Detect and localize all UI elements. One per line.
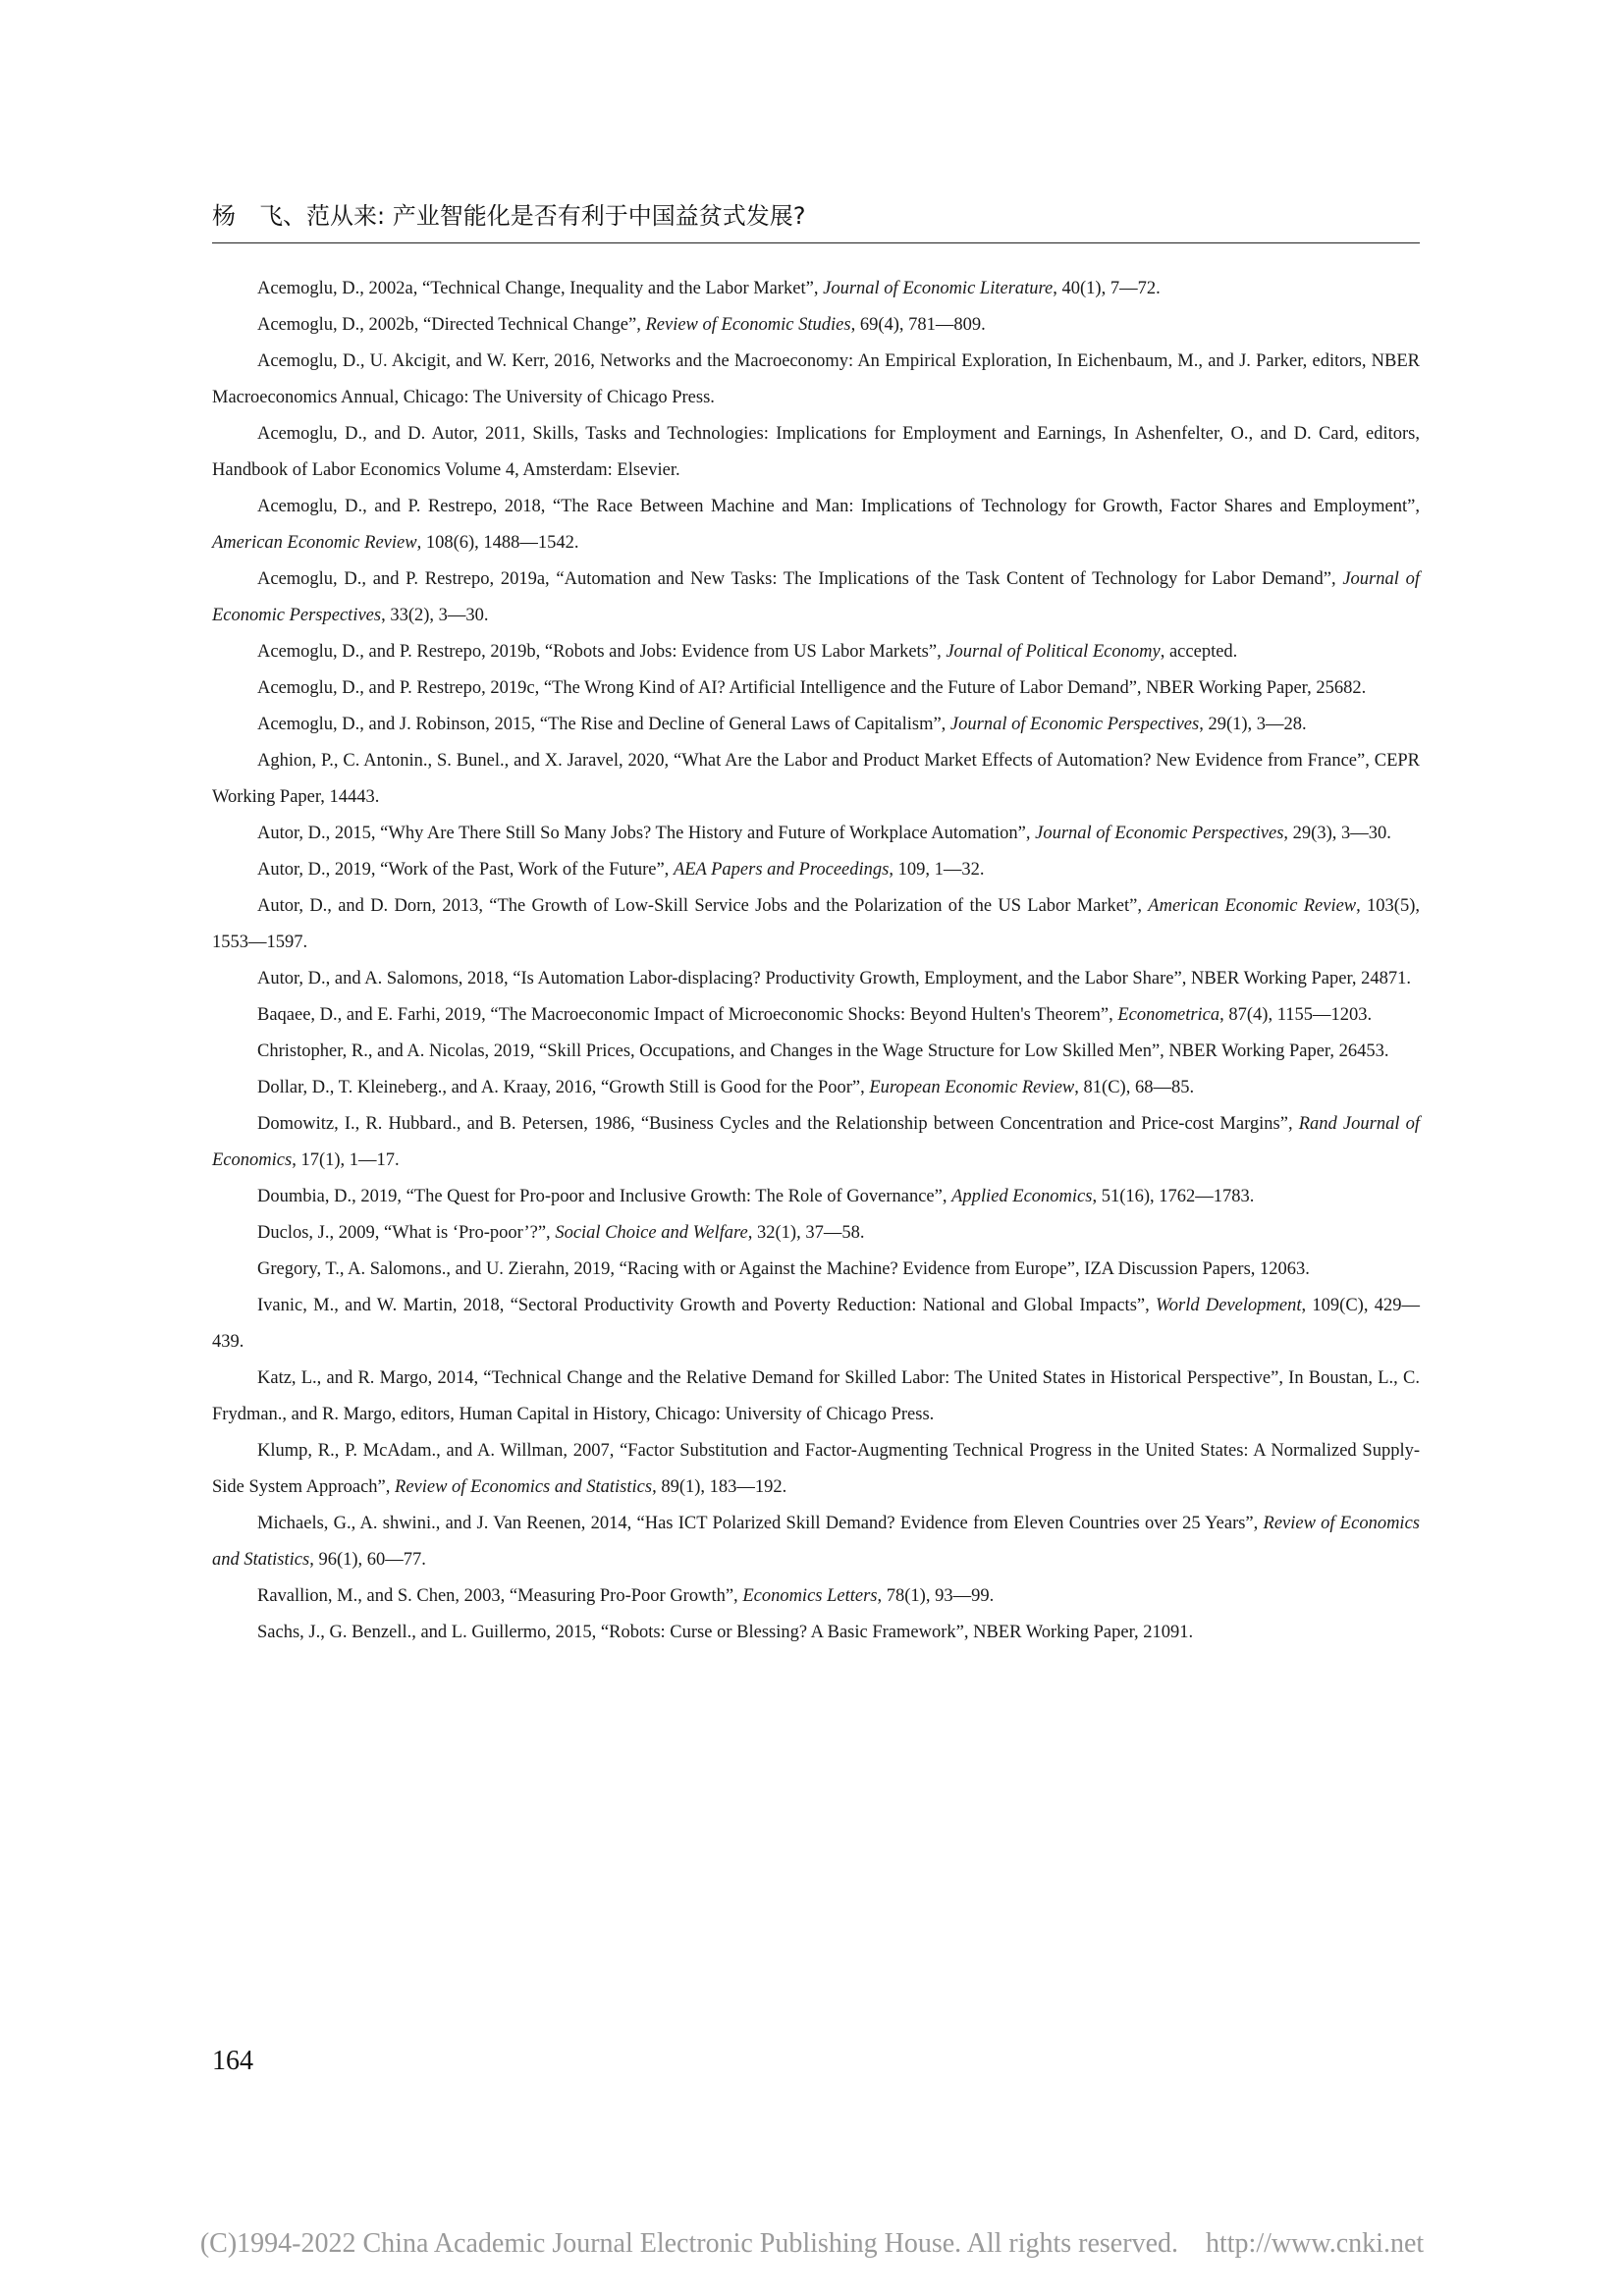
reference-source: Journal of Economic Perspectives: [949, 715, 1200, 734]
reference-details: , 51(16), 1762—1783.: [1092, 1187, 1255, 1206]
reference-entry: [212, 852, 1420, 888]
reference-text: Acemoglu, D., 2002a, “Technical Change, Inequality and the Labor Market”,: [257, 279, 824, 298]
reference-details: , 33(2), 3—30.: [381, 606, 489, 625]
reference-source: Econometrica: [1117, 1005, 1220, 1025]
reference-entry: [212, 1433, 1420, 1506]
reference-entry: [212, 634, 1420, 670]
reference-entry: [212, 997, 1420, 1034]
reference-details: , 17(1), 1—17.: [292, 1150, 400, 1170]
reference-entry: [212, 888, 1420, 961]
reference-text: Acemoglu, D., and P. Restrepo, 2019c, “The Wrong Kind of AI? Artificial Intelligence and the Future of Labor Demand”, NBER Working Paper, 25682.: [257, 678, 1367, 698]
reference-source: Social Choice and Welfare: [555, 1223, 748, 1243]
reference-details: , 103(5), 1553—1597.: [212, 896, 1421, 952]
reference-entry: [212, 1506, 1420, 1578]
reference-text: Sachs, J., G. Benzell., and L. Guillermo, 2015, “Robots: Curse or Blessing? A Basic Framework”, NBER Working Paper, 21091.: [257, 1623, 1194, 1642]
reference-source: Journal of Economic Literature: [823, 279, 1054, 298]
reference-text: Michaels, G., A. shwini., and J. Van Reenen, 2014, “Has ICT Polarized Skill Demand? Evidence from Eleven Countries over 25 Years”,: [257, 1514, 1264, 1533]
reference-source: Review of Economics and Statistics: [212, 1514, 1420, 1570]
reference-entry: [212, 1578, 1420, 1615]
reference-text: Aghion, P., C. Antonin., S. Bunel., and X. Jaravel, 2020, “What Are the Labor and Product Market Effects of Automation? New Evidence from France”, CEPR Working Paper, 14443.: [212, 751, 1420, 807]
reference-entry: [212, 1252, 1420, 1288]
reference-entry: [212, 707, 1420, 743]
reference-text: Christopher, R., and A. Nicolas, 2019, “Skill Prices, Occupations, and Changes in the Wage Structure for Low Skilled Men”, NBER Working Paper, 26453.: [257, 1041, 1389, 1061]
reference-list: [212, 271, 1420, 1651]
reference-text: Ravallion, M., and S. Chen, 2003, “Measuring Pro-Poor Growth”,: [257, 1586, 743, 1606]
reference-source: American Economic Review: [1148, 896, 1357, 916]
page-number: 164: [212, 2046, 253, 2076]
reference-details: , 96(1), 60—77.: [309, 1550, 426, 1570]
reference-text: Acemoglu, D., and J. Robinson, 2015, “The Rise and Decline of General Laws of Capitalism”,: [257, 715, 950, 734]
reference-text: Acemoglu, D., and D. Autor, 2011, Skills, Tasks and Technologies: Implications for Employment and Earnings, In Ashenfelter, O., and D. Card, editors, Handbook of Labor Economics Volume 4, Amsterdam: Elsevier.: [212, 424, 1420, 480]
reference-details: , 89(1), 183—192.: [652, 1477, 787, 1497]
reference-entry: [212, 816, 1420, 852]
reference-details: , 29(1), 3—28.: [1199, 715, 1307, 734]
reference-source: Review of Economics and Statistics: [395, 1477, 653, 1497]
reference-source: World Development: [1156, 1296, 1302, 1315]
reference-text: Ivanic, M., and W. Martin, 2018, “Sectoral Productivity Growth and Poverty Reduction: National and Global Impacts”,: [257, 1296, 1157, 1315]
reference-details: , 109, 1—32.: [889, 860, 985, 880]
reference-text: Autor, D., 2019, “Work of the Past, Work of the Future”,: [257, 860, 674, 880]
reference-text: Acemoglu, D., U. Akcigit, and W. Kerr, 2016, Networks and the Macroeconomy: An Empirical Exploration, In Eichenbaum, M., and J. Parker, editors, NBER Macroeconomics Annual, Chicago: The University of Chicago Press.: [212, 351, 1420, 407]
reference-entry: [212, 489, 1420, 561]
reference-text: Dollar, D., T. Kleineberg., and A. Kraay, 2016, “Growth Still is Good for the Poor”,: [257, 1078, 870, 1097]
reference-text: Katz, L., and R. Margo, 2014, “Technical Change and the Relative Demand for Skilled Labor: The United States in Historical Perspective”, In Boustan, L., C. Frydman., and R. Margo, editors, Human Capital in History, Chicago: University of Chicago Press.: [212, 1368, 1420, 1424]
reference-source: Journal of Economic Perspectives: [212, 569, 1420, 625]
reference-text: Baqaee, D., and E. Farhi, 2019, “The Macroeconomic Impact of Microeconomic Shocks: Beyond Hulten's Theorem”,: [257, 1005, 1118, 1025]
reference-text: Doumbia, D., 2019, “The Quest for Pro-poor and Inclusive Growth: The Role of Governance”,: [257, 1187, 952, 1206]
reference-entry: [212, 1070, 1420, 1106]
reference-entry: [212, 1106, 1420, 1179]
reference-entry: [212, 1179, 1420, 1215]
reference-details: , 78(1), 93—99.: [877, 1586, 995, 1606]
reference-source: Journal of Political Economy: [946, 642, 1161, 662]
reference-text: Klump, R., P. McAdam., and A. Willman, 2007, “Factor Substitution and Factor-Augmenting Technical Progress in the United States: A Normalized Supply-Side System Approach”,: [212, 1441, 1420, 1497]
reference-entry: [212, 743, 1420, 816]
reference-entry: [212, 1361, 1420, 1433]
reference-text: Autor, D., and D. Dorn, 2013, “The Growth of Low-Skill Service Jobs and the Polarization of the US Labor Market”,: [257, 896, 1149, 916]
reference-details: , 109(C), 429—439.: [212, 1296, 1420, 1352]
reference-entry: [212, 1034, 1420, 1070]
reference-details: , 108(6), 1488—1542.: [416, 533, 579, 553]
reference-text: Gregory, T., A. Salomons., and U. Zierahn, 2019, “Racing with or Against the Machine? Evidence from Europe”, IZA Discussion Papers, 12063.: [257, 1259, 1310, 1279]
reference-source: Applied Economics: [951, 1187, 1093, 1206]
reference-details: , 87(4), 1155—1203.: [1219, 1005, 1373, 1025]
reference-text: Acemoglu, D., and P. Restrepo, 2019a, “Automation and New Tasks: The Implications of the Task Content of Technology for Labor Demand”,: [257, 569, 1343, 589]
reference-entry: [212, 271, 1420, 307]
reference-details: , 29(3), 3—30.: [1283, 824, 1391, 843]
reference-details: , accepted.: [1160, 642, 1238, 662]
reference-details: , 69(4), 781—809.: [850, 315, 986, 335]
reference-text: Autor, D., 2015, “Why Are There Still So Many Jobs? The History and Future of Workplace Automation”,: [257, 824, 1036, 843]
reference-source: Economics Letters: [742, 1586, 878, 1606]
reference-entry: [212, 961, 1420, 997]
reference-text: Duclos, J., 2009, “What is ‘Pro-poor’?”,: [257, 1223, 556, 1243]
reference-entry: [212, 1215, 1420, 1252]
reference-details: , 40(1), 7—72.: [1053, 279, 1161, 298]
reference-text: Autor, D., and A. Salomons, 2018, “Is Automation Labor-displacing? Productivity Growth, Employment, and the Labor Share”, NBER Working Paper, 24871.: [257, 969, 1412, 988]
running-header: 杨 飞、范从来: 产业智能化是否有利于中国益贫式发展?: [212, 202, 806, 230]
reference-text: Acemoglu, D., 2002b, “Directed Technical Change”,: [257, 315, 646, 335]
cnki-url: http://www.cnki.net: [1206, 2228, 1425, 2259]
reference-entry: [212, 1615, 1420, 1651]
header-rule: [212, 242, 1420, 243]
copyright-footer: [0, 2228, 1624, 2260]
reference-source: European Economic Review: [869, 1078, 1075, 1097]
reference-source: American Economic Review: [212, 533, 417, 553]
reference-source: Journal of Economic Perspectives: [1035, 824, 1284, 843]
reference-details: , 81(C), 68—85.: [1074, 1078, 1195, 1097]
reference-source: Rand Journal of Economics: [212, 1114, 1420, 1170]
reference-source: AEA Papers and Proceedings: [673, 860, 890, 880]
reference-text: Acemoglu, D., and P. Restrepo, 2018, “The Race Between Machine and Man: Implications of Technology for Growth, Factor Shares and Employment”,: [257, 497, 1420, 516]
reference-details: , 32(1), 37—58.: [747, 1223, 865, 1243]
reference-entry: [212, 307, 1420, 344]
reference-entry: [212, 344, 1420, 416]
reference-entry: [212, 670, 1420, 707]
reference-entry: [212, 416, 1420, 489]
copyright-text: (C)1994-2022 China Academic Journal Electronic Publishing House. All rights reserved.: [199, 2228, 1178, 2259]
reference-source: Review of Economic Studies: [645, 315, 851, 335]
reference-entry: [212, 561, 1420, 634]
reference-entry: [212, 1288, 1420, 1361]
reference-text: Acemoglu, D., and P. Restrepo, 2019b, “Robots and Jobs: Evidence from US Labor Markets”,: [257, 642, 947, 662]
reference-text: Domowitz, I., R. Hubbard., and B. Petersen, 1986, “Business Cycles and the Relationship between Concentration and Price-cost Margins”,: [257, 1114, 1299, 1134]
